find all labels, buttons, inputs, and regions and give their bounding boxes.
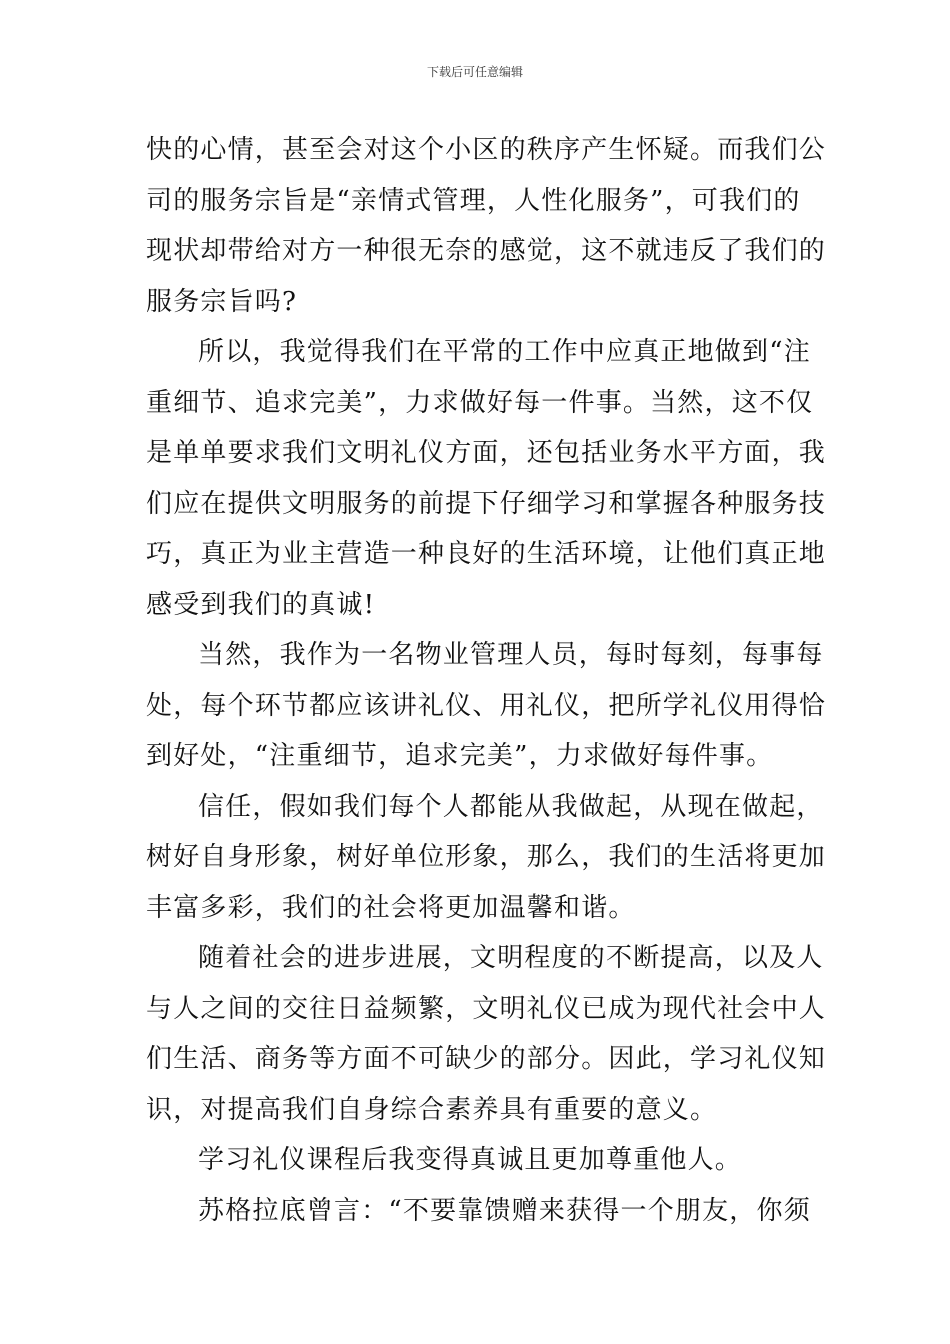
page-header: 下载后可任意编辑 xyxy=(426,65,523,79)
text-line: 与人之间的交往日益频繁，文明礼仪已成为现代社会中人 xyxy=(146,993,827,1024)
text-line: 现状却带给对方一种很无奈的感觉，这不就违反了我们的 xyxy=(146,236,827,266)
text-line: 树好自身形象，树好单位形象，那么，我们的生活将更加 xyxy=(146,842,827,872)
text-line: 感受到我们的真诚! xyxy=(146,589,376,620)
text-line: 司的服务宗旨是“亲情式管理，人性化服务”，可我们的 xyxy=(146,185,801,216)
text-line: 是单单要求我们文明礼仪方面，还包括业务水平方面，我 xyxy=(146,438,827,468)
text-line: 快的心情，甚至会对这个小区的秩序产生怀疑。而我们公 xyxy=(146,135,827,165)
document-body xyxy=(146,125,827,1236)
text-line: 服务宗旨吗? xyxy=(146,286,298,317)
text-line: 信任，假如我们每个人都能从我做起，从现在做起， xyxy=(198,791,824,822)
text-line: 巧，真正为业主营造一种良好的生活环境，让他们真正地 xyxy=(146,539,827,569)
text-line: 苏格拉底曾言：“不要靠馈赠来获得一个朋友，你须 xyxy=(198,1195,811,1226)
text-line: 们应在提供文明服务的前提下仔细学习和掌握各种服务技 xyxy=(146,488,827,519)
text-line: 随着社会的进步进展，文明程度的不断提高，以及人 xyxy=(198,943,824,973)
text-line: 学习礼仪课程后我变得真诚且更加尊重他人。 xyxy=(198,1145,743,1175)
text-line: 重细节、追求完美”，力求做好每一件事。当然，这不仅 xyxy=(146,387,814,418)
text-line: 识，对提高我们自身综合素养具有重要的意义。 xyxy=(146,1094,718,1125)
text-line: 所以，我觉得我们在平常的工作中应真正地做到“注 xyxy=(198,337,811,367)
text-line: 们生活、商务等方面不可缺少的部分。因此，学习礼仪知 xyxy=(146,1044,827,1074)
text-line: 处，每个环节都应该讲礼仪、用礼仪，把所学礼仪用得恰 xyxy=(146,690,827,721)
text-line: 丰富多彩，我们的社会将更加温馨和谐。 xyxy=(146,892,636,923)
text-line: 到好处，“注重细节，追求完美”，力求做好每件事。 xyxy=(146,741,774,771)
text-line: 当然，我作为一名物业管理人员，每时每刻，每事每 xyxy=(198,640,824,670)
